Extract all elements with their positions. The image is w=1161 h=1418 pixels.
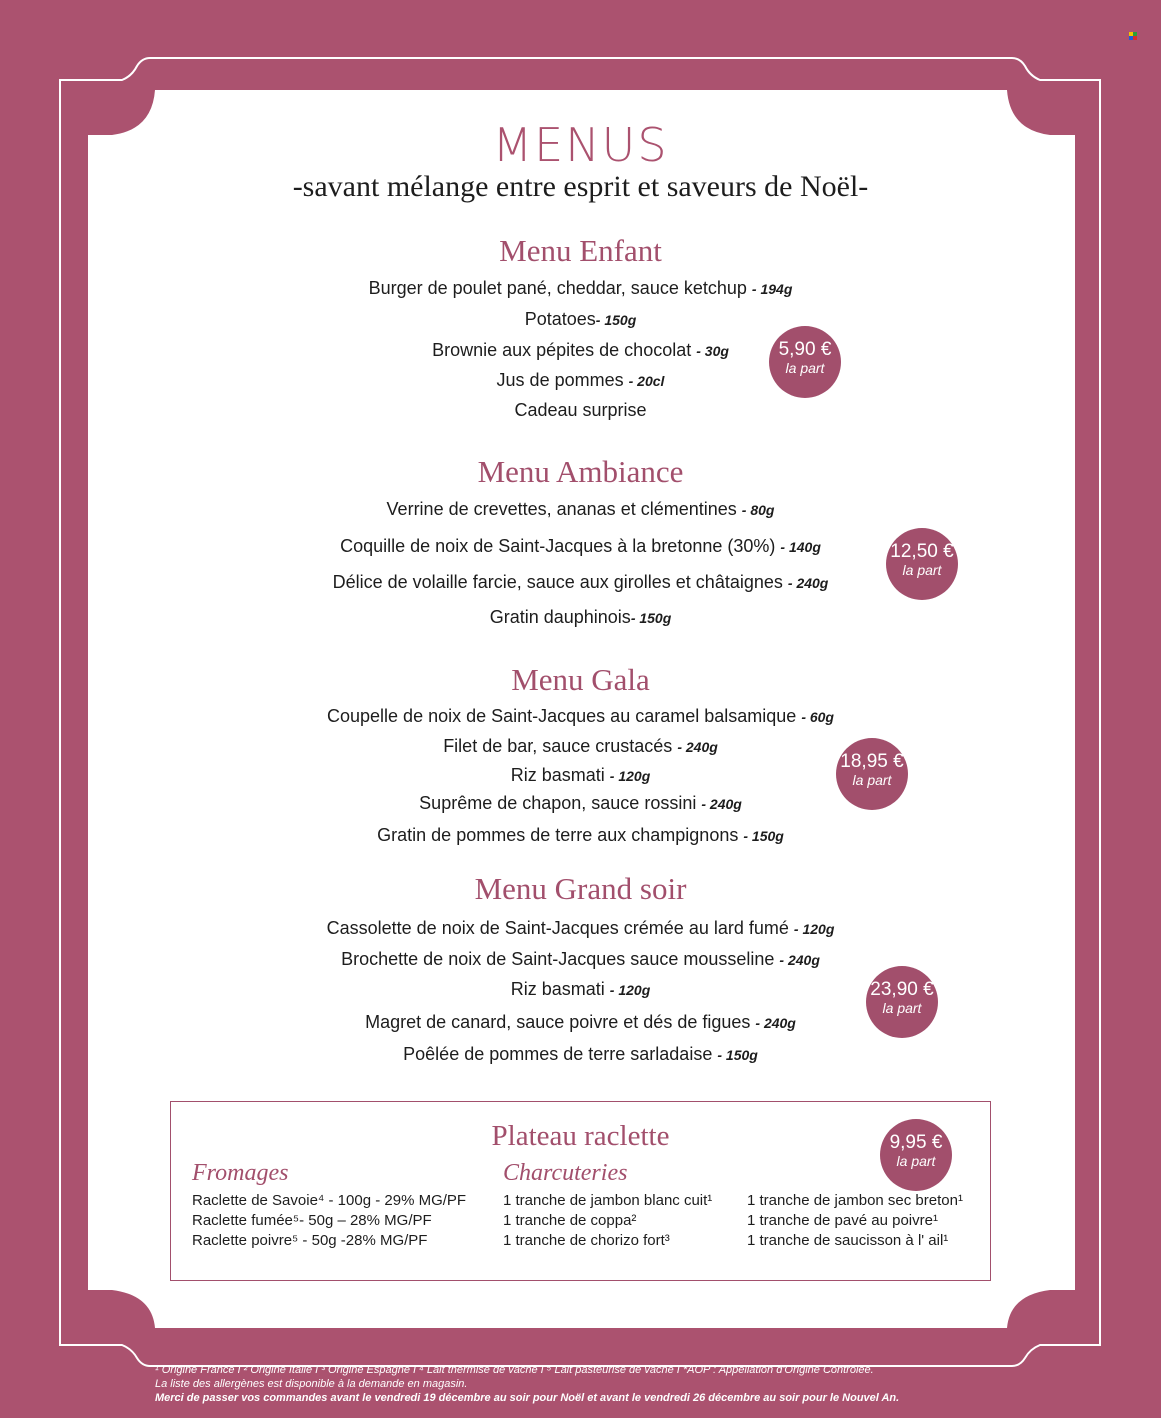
footer-origins: ¹ Origine France I ² Origine Italie I ³ Origine Espagne I ⁴ Lait thermisé de vache I ⁵ Lait pasteurisé de vache I *AOP : Appellation d'Origine Contrôlée. (155, 1364, 874, 1376)
charcuteries-list-2 (747, 1191, 963, 1251)
menu-grand-soir-title: Menu Grand soir (474, 871, 687, 906)
menu-item: Riz basmati - 120g (510, 765, 651, 785)
price-badge: 23,90 € la part (866, 966, 938, 1038)
price-badge: 5,90 € la part (769, 326, 841, 398)
footer-notes (155, 1363, 1135, 1405)
footer-order-deadline: Merci de passer vos commandes avant le vendredi 19 décembre au soir pour Noël et avant le vendredi 26 décembre au soir pour le Nouvel An. (155, 1392, 900, 1404)
menu-item: Suprême de chapon, sauce rossini - 240g (419, 793, 742, 813)
page-subtitle: -savant mélange entre esprit et saveurs de Noël- (292, 170, 869, 203)
footer-allergens: La liste des allergènes est disponible à la demande en magasin. (155, 1378, 468, 1390)
menu-item: Cadeau surprise (514, 400, 647, 420)
menu-item: Brochette de noix de Saint-Jacques sauce mousseline - 240g (341, 949, 820, 969)
menu-item: Riz basmati - 120g (510, 979, 651, 999)
list-item: 1 tranche de jambon blanc cuit¹ (503, 1192, 713, 1209)
list-item: Raclette de Savoie⁴ - 100g - 29% MG/PF (192, 1192, 467, 1209)
menu-enfant-title: Menu Enfant (499, 233, 662, 268)
raclette-title: Plateau raclette (491, 1120, 670, 1152)
charcuteries-list-1 (503, 1191, 712, 1251)
menu-ambiance-title: Menu Ambiance (477, 454, 684, 489)
price-badge: 12,50 € la part (886, 528, 958, 600)
price-badge: 18,95 € la part (836, 738, 908, 810)
menu-item: Gratin dauphinois- 150g (489, 607, 672, 627)
menu-item: Burger de poulet pané, cheddar, sauce ketchup - 194g (368, 278, 793, 298)
menu-item: Délice de volaille farcie, sauce aux girolles et châtaignes - 240g (332, 572, 829, 592)
menu-item: Filet de bar, sauce crustacés - 240g (443, 736, 718, 756)
menu-gala-title: Menu Gala (511, 662, 650, 697)
menu-item: Jus de pommes - 20cl (496, 370, 665, 390)
color-dots-icon (1129, 27, 1139, 35)
fromages-title: Fromages (192, 1160, 289, 1186)
fromages-list (192, 1191, 466, 1251)
list-item: 1 tranche de coppa² (503, 1212, 637, 1229)
list-item: Raclette poivre⁵ - 50g -28% MG/PF (192, 1232, 428, 1249)
charcuteries-title: Charcuteries (503, 1160, 628, 1186)
menu-item: Gratin de pommes de terre aux champignons - 150g (377, 825, 784, 845)
list-item: 1 tranche de chorizo fort³ (503, 1232, 670, 1249)
list-item: 1 tranche de saucisson à l' ail¹ (747, 1232, 949, 1249)
list-item: 1 tranche de pavé au poivre¹ (747, 1212, 938, 1229)
menu-item: Potatoes- 150g (524, 309, 637, 329)
menu-item: Poêlée de pommes de terre sarladaise - 150g (403, 1044, 758, 1064)
page-title: MENUS (492, 118, 669, 172)
menu-item: Coquille de noix de Saint-Jacques à la bretonne (30%) - 140g (340, 536, 821, 556)
menu-item: Brownie aux pépites de chocolat - 30g (432, 340, 729, 360)
menu-item: Magret de canard, sauce poivre et dés de figues - 240g (365, 1012, 796, 1032)
menu-item: Coupelle de noix de Saint-Jacques au caramel balsamique - 60g (327, 706, 834, 726)
raclette-panel (170, 1101, 991, 1281)
price-badge: 9,95 € la part (880, 1119, 952, 1191)
menu-item: Verrine de crevettes, ananas et clémentines - 80g (386, 499, 775, 519)
list-item: Raclette fumée⁵- 50g – 28% MG/PF (192, 1212, 432, 1229)
menu-item: Cassolette de noix de Saint-Jacques crémée au lard fumé - 120g (326, 918, 835, 938)
list-item: 1 tranche de jambon sec breton¹ (747, 1192, 963, 1209)
